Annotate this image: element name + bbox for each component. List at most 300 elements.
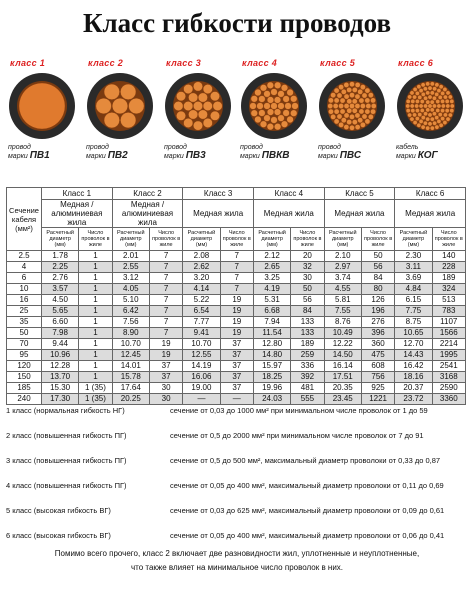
table-cell: 4.50 — [42, 295, 79, 306]
table-cell: 2.10 — [324, 251, 361, 262]
cable-label-line: марки ПВС — [318, 150, 362, 161]
copper-strand — [274, 82, 281, 89]
copper-strand — [271, 103, 278, 110]
copper-strand — [355, 103, 360, 108]
table-cell: 6.68 — [253, 306, 290, 317]
table-cell: 16.42 — [395, 361, 432, 372]
table-cell: 1 — [79, 284, 112, 295]
table-cell: 17.51 — [324, 372, 361, 383]
table-cell: 37 — [220, 350, 253, 361]
copper-strand — [418, 112, 422, 116]
table-cell: 4.05 — [112, 284, 149, 295]
header-material: Медная жила — [253, 200, 324, 228]
copper-strand — [365, 88, 370, 93]
cable-mark: ПВС — [339, 150, 362, 161]
copper-strand — [410, 104, 414, 108]
table-cell: 756 — [361, 372, 394, 383]
header-class: Класс 3 — [183, 188, 254, 200]
copper-strand — [198, 110, 207, 119]
copper-strand — [352, 108, 357, 113]
copper-strand — [443, 95, 447, 99]
copper-strand — [439, 85, 443, 89]
copper-strand — [362, 114, 367, 119]
table-cell: 5.65 — [42, 306, 79, 317]
table-cell: 3.11 — [395, 262, 432, 273]
copper-strand — [437, 104, 441, 108]
copper-strand — [104, 84, 120, 100]
copper-strand — [445, 99, 449, 103]
table-row — [7, 317, 466, 328]
cell-section: 185 — [7, 383, 42, 394]
table-cell: 1 — [79, 328, 112, 339]
class-description: сечение от 0,03 до 1000 мм² при минимальном числе проволок от 1 до 59 — [170, 405, 428, 415]
copper-strand — [426, 117, 430, 121]
copper-strand — [439, 123, 443, 127]
table-cell: 56 — [361, 262, 394, 273]
class-list-item — [6, 473, 466, 498]
copper-strand — [443, 113, 447, 117]
table-cell: 14.43 — [395, 350, 432, 361]
table-cell: 10.70 — [183, 339, 220, 350]
table-cell: 925 — [361, 383, 394, 394]
table-cell: 6.42 — [112, 306, 149, 317]
header-class: Класс 1 — [42, 188, 113, 200]
copper-strand — [281, 121, 288, 128]
copper-strand — [370, 109, 375, 114]
copper-strand — [415, 108, 419, 112]
table-cell: 7 — [220, 273, 253, 284]
table-cell: 7.77 — [183, 317, 220, 328]
copper-strand — [368, 93, 373, 98]
copper-strand — [193, 121, 202, 130]
copper-strand — [339, 122, 344, 127]
table-cell: 8.90 — [112, 328, 149, 339]
cable-label-line: марки ПВ1 — [8, 150, 50, 161]
table-cell: 19 — [220, 317, 253, 328]
copper-strand — [432, 96, 436, 100]
cable-cross-section — [316, 70, 388, 142]
copper-strand — [174, 101, 183, 110]
table-cell: 2.97 — [324, 262, 361, 273]
table-cell: 3.12 — [112, 273, 149, 284]
table-cell: 10.65 — [395, 328, 432, 339]
class-name: 3 класс (повышенная гибкость ПГ) — [6, 455, 127, 465]
copper-strand — [438, 112, 442, 116]
copper-strand — [370, 98, 375, 103]
copper-strand — [250, 103, 257, 110]
header-section: Сечение кабеля (мм²) — [7, 188, 42, 251]
cell-section: 25 — [7, 306, 42, 317]
copper-strand — [423, 104, 427, 108]
cable-class-label: класс 1 — [10, 58, 46, 68]
cable-mark-label — [240, 144, 290, 161]
table-cell: 37 — [149, 361, 182, 372]
copper-strand — [340, 98, 345, 103]
copper-strand — [203, 118, 212, 127]
table-cell: 14.50 — [324, 350, 361, 361]
copper-strand — [440, 91, 444, 95]
copper-strand — [129, 98, 145, 114]
table-cell: 1 — [79, 317, 112, 328]
copper-strand — [445, 108, 449, 112]
copper-strand — [255, 89, 262, 96]
table-cell: 37 — [220, 372, 253, 383]
table-cell: 196 — [361, 306, 394, 317]
copper-strand — [430, 108, 434, 112]
cable-class-3 — [162, 58, 242, 178]
cell-section: 50 — [7, 328, 42, 339]
copper-strand — [267, 123, 274, 130]
table-cell: 1 — [79, 251, 112, 262]
table-row — [7, 339, 466, 350]
table-cell: 2.12 — [253, 251, 290, 262]
copper-strand — [333, 103, 338, 108]
copper-strand — [446, 91, 450, 95]
cable-cross-section — [6, 70, 78, 142]
table-cell: 12.28 — [42, 361, 79, 372]
table-cell: 1 — [79, 306, 112, 317]
table-cell: 2.65 — [253, 262, 290, 273]
cable-class-2 — [84, 58, 164, 178]
header-diameter: Расчетный диаметр (мм) — [253, 228, 290, 251]
copper-strand — [406, 104, 410, 108]
copper-strand — [264, 103, 271, 110]
table-row — [7, 350, 466, 361]
header-wire-count: Число проволок в жиле — [291, 228, 324, 251]
header-wire-count: Число проволок в жиле — [149, 228, 182, 251]
header-wire-count: Число проволок в жиле — [79, 228, 112, 251]
copper-strand — [344, 94, 349, 99]
note-line-2: что также влияет на минимальное число проволок в них. — [130, 563, 344, 572]
table-cell: 19 — [220, 328, 253, 339]
copper-strand — [432, 121, 436, 125]
header-material: Медная / алюминиевая жила — [42, 200, 113, 228]
table-cell: 19.00 — [183, 383, 220, 394]
cable-cross-section — [238, 70, 310, 142]
table-cell: 11.54 — [253, 328, 290, 339]
table-cell: 32 — [291, 262, 324, 273]
copper-strand — [355, 113, 360, 118]
table-cell: 16.14 — [324, 361, 361, 372]
copper-strand — [347, 87, 352, 92]
copper-strand — [193, 82, 202, 91]
table-cell: 37 — [220, 383, 253, 394]
copper-strand — [176, 111, 185, 120]
copper-strand — [440, 99, 444, 103]
copper-strand — [283, 110, 290, 117]
table-cell: 2.62 — [183, 262, 220, 273]
copper-strand — [259, 96, 266, 103]
cable-mark: ПВ2 — [107, 150, 128, 161]
copper-strand — [257, 103, 264, 110]
page-title: Класс гибкости проводов — [82, 8, 392, 38]
table-cell: 84 — [291, 306, 324, 317]
copper-strand — [419, 88, 423, 92]
copper-strand — [430, 117, 434, 121]
copper-strand — [339, 103, 344, 108]
table-cell: 3168 — [432, 372, 465, 383]
cable-label-line: марки КОГ — [396, 150, 438, 161]
copper-strand — [352, 87, 357, 92]
table-cell: 6.60 — [42, 317, 79, 328]
table-cell: 1 — [79, 295, 112, 306]
copper-strand — [341, 89, 346, 94]
table-cell: 8.75 — [395, 317, 432, 328]
table-cell: 24.03 — [253, 394, 290, 405]
copper-strand — [203, 101, 212, 110]
table-row — [7, 262, 466, 273]
table-cell: 14.19 — [183, 361, 220, 372]
table-cell: 7.98 — [42, 328, 79, 339]
cable-mark: ПВКВ — [261, 150, 290, 161]
copper-strand — [355, 94, 360, 99]
copper-strand — [210, 92, 219, 101]
copper-strand — [365, 119, 370, 124]
copper-strand — [271, 89, 278, 96]
copper-strand — [96, 98, 112, 114]
table-cell: 4.55 — [324, 284, 361, 295]
copper-strand — [331, 93, 336, 98]
copper-strand — [408, 113, 412, 117]
cell-section: 35 — [7, 317, 42, 328]
class-name: 5 класс (высокая гибкость ВГ) — [6, 505, 111, 515]
copper-strand — [437, 88, 441, 92]
copper-strand — [430, 100, 434, 104]
table-cell: 324 — [432, 284, 465, 295]
table-cell: 783 — [432, 306, 465, 317]
table-cell: 7.75 — [395, 306, 432, 317]
copper-strand — [428, 86, 432, 90]
copper-strand — [418, 95, 422, 99]
table-cell: 3.69 — [395, 273, 432, 284]
table-cell: — — [220, 394, 253, 405]
cable-mark: ПВ1 — [29, 150, 50, 161]
copper-strand — [347, 120, 352, 125]
copper-strand — [446, 104, 450, 108]
copper-strand — [412, 95, 416, 99]
table-cell: 6.15 — [395, 295, 432, 306]
copper-strand — [440, 108, 444, 112]
class-description: сечение от 0,03 до 625 мм², максимальный диаметр проволоки от 0,09 до 0,61 — [170, 505, 445, 515]
copper-strand — [415, 104, 419, 108]
copper-strand — [255, 116, 262, 123]
copper-strand — [406, 99, 410, 103]
table-cell: 13.70 — [42, 372, 79, 383]
table-cell: 7 — [149, 284, 182, 295]
copper-strand — [347, 108, 352, 113]
copper-strand — [428, 122, 432, 126]
copper-strand — [436, 99, 440, 103]
copper-strand — [413, 120, 417, 124]
copper-strand — [278, 115, 285, 122]
cell-section: 6 — [7, 273, 42, 284]
table-cell: 8.76 — [324, 317, 361, 328]
copper-strand — [328, 109, 333, 114]
cell-section: 240 — [7, 394, 42, 405]
copper-strand — [420, 108, 424, 112]
table-cell: 9.44 — [42, 339, 79, 350]
table-cell: 2541 — [432, 361, 465, 372]
copper-strand — [184, 101, 193, 110]
table-cell: 126 — [361, 295, 394, 306]
cable-label-line: марки ПВ2 — [86, 150, 128, 161]
copper-strand — [271, 117, 278, 124]
copper-strand — [210, 111, 219, 120]
copper-strand — [340, 109, 345, 114]
copper-strand — [428, 104, 432, 108]
table-cell: 2.08 — [183, 251, 220, 262]
cable-cross-section — [394, 70, 466, 142]
table-cell: 10.49 — [324, 328, 361, 339]
header-diameter: Расчетный диаметр (мм) — [42, 228, 79, 251]
header-diameter: Расчетный диаметр (мм) — [324, 228, 361, 251]
copper-strand — [352, 120, 357, 125]
header-material: Медная / алюминиевая жила — [112, 200, 183, 228]
copper-strand — [410, 91, 414, 95]
copper-strand — [421, 83, 425, 87]
cell-section: 150 — [7, 372, 42, 383]
header-diameter: Расчетный диаметр (мм) — [395, 228, 432, 251]
copper-strand — [359, 98, 364, 103]
table-cell: 10.70 — [112, 339, 149, 350]
copper-strand — [334, 109, 339, 114]
table-cell: 5.31 — [253, 295, 290, 306]
header-class: Класс 5 — [324, 188, 395, 200]
copper-strand — [359, 109, 364, 114]
copper-strand — [443, 87, 447, 91]
cable-cross-section — [84, 70, 156, 142]
table-cell: 1 (35) — [79, 394, 112, 405]
flexibility-table — [6, 187, 466, 405]
table-cell: 3.74 — [324, 273, 361, 284]
table-cell: 7.56 — [112, 317, 149, 328]
copper-strand — [406, 109, 410, 113]
class-list-item — [6, 523, 466, 548]
table-cell: 4.14 — [183, 284, 220, 295]
copper-strand — [441, 104, 445, 108]
table-cell: 1107 — [432, 317, 465, 328]
table-row — [7, 361, 466, 372]
copper-strand — [421, 125, 425, 129]
table-row — [7, 251, 466, 262]
class-name: 2 класс (повышенная гибкость ПГ) — [6, 430, 127, 440]
table-cell: 2.76 — [42, 273, 79, 284]
table-cell: 37 — [220, 339, 253, 350]
copper-strand — [371, 103, 376, 108]
table-cell: 3.25 — [253, 273, 290, 284]
cable-mark-label — [8, 144, 50, 161]
table-cell: 140 — [432, 251, 465, 262]
header-class: Класс 4 — [253, 188, 324, 200]
table-row — [7, 328, 466, 339]
cable-illustrations — [0, 50, 474, 185]
header-wire-count: Число проволок в жиле — [432, 228, 465, 251]
cable-class-5 — [316, 58, 396, 178]
copper-strand — [412, 113, 416, 117]
copper-strand — [358, 89, 363, 94]
table-cell: 17.30 — [42, 394, 79, 405]
class-name: 1 класс (нормальная гибкость НГ) — [6, 405, 125, 415]
table-cell: 7 — [149, 262, 182, 273]
table-cell: 5.81 — [324, 295, 361, 306]
copper-strand — [430, 91, 434, 95]
table-cell: 1 — [79, 262, 112, 273]
table-cell: 6.54 — [183, 306, 220, 317]
copper-strand — [334, 88, 339, 93]
copper-strand — [432, 87, 436, 91]
copper-strand — [419, 119, 423, 123]
cable-mark-label — [164, 144, 206, 161]
copper-strand — [188, 93, 197, 102]
table-cell: 1 — [79, 339, 112, 350]
copper-strand — [358, 118, 363, 123]
table-cell: 37 — [149, 372, 182, 383]
copper-strand — [278, 103, 285, 110]
copper-strand — [450, 99, 454, 103]
cable-class-6 — [394, 58, 474, 178]
table-cell: 2214 — [432, 339, 465, 350]
copper-strand — [339, 85, 344, 90]
cell-section: 95 — [7, 350, 42, 361]
table-cell: 37 — [220, 361, 253, 372]
copper-strand — [264, 115, 271, 122]
class-list — [6, 398, 466, 548]
table-cell: 14.01 — [112, 361, 149, 372]
table-cell: 360 — [361, 339, 394, 350]
cable-class-label: класс 5 — [320, 58, 356, 68]
copper-strand — [283, 96, 290, 103]
table-cell: 18.25 — [253, 372, 290, 383]
copper-strand — [274, 123, 281, 130]
cable-label-line: провод — [86, 144, 109, 151]
table-cell: 2.55 — [112, 262, 149, 273]
table-cell: 30 — [149, 394, 182, 405]
table-cell: 1 — [79, 372, 112, 383]
copper-strand — [198, 93, 207, 102]
table-cell: 2.30 — [395, 251, 432, 262]
cable-mark: КОГ — [417, 150, 438, 161]
copper-strand — [349, 114, 354, 119]
copper-strand — [278, 91, 285, 98]
table-row — [7, 295, 466, 306]
table-cell: 12.80 — [253, 339, 290, 350]
table-cell: 19 — [149, 339, 182, 350]
copper-strand — [347, 99, 352, 104]
copper-strand — [420, 99, 424, 103]
copper-strand — [417, 123, 421, 127]
class-name: 6 класс (высокая гибкость ВГ) — [6, 530, 111, 540]
table-cell: — — [183, 394, 220, 405]
class-description: сечение от 0,5 до 2000 мм² при минимальном числе проволок от 7 до 91 — [170, 430, 424, 440]
copper-strand — [290, 96, 297, 103]
table-cell: 475 — [361, 350, 394, 361]
table-cell: 20.25 — [112, 394, 149, 405]
table-row — [7, 273, 466, 284]
table-cell: 7 — [220, 262, 253, 273]
header-diameter: Расчетный диаметр (мм) — [183, 228, 220, 251]
table-cell: 14.80 — [253, 350, 290, 361]
copper-strand — [448, 113, 452, 117]
table-cell: 23.72 — [395, 394, 432, 405]
table-cell: 276 — [361, 317, 394, 328]
table-cell: 16.06 — [183, 372, 220, 383]
cable-label-line: провод — [8, 144, 31, 151]
table-row — [7, 372, 466, 383]
table-cell: 7.94 — [253, 317, 290, 328]
class-list-item — [6, 448, 466, 473]
copper-strand — [411, 99, 415, 103]
copper-strand — [274, 97, 281, 104]
